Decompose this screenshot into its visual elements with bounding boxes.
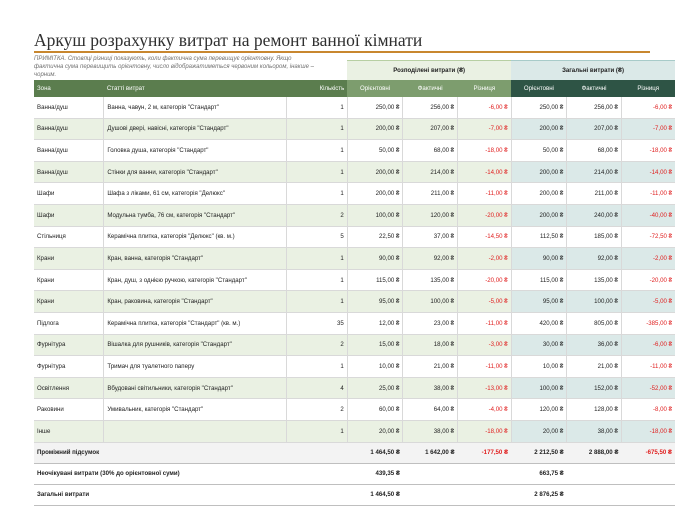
subtotal-total-diff[interactable]: -675,50 ₴: [621, 442, 675, 463]
total-diff-cell[interactable]: -6,00 ₴: [621, 334, 675, 356]
item-cell[interactable]: Тримач для туалетного паперу: [104, 356, 287, 378]
table-row: [34, 356, 675, 378]
qty-cell[interactable]: 2: [286, 204, 347, 226]
total-diff-cell[interactable]: -5,00 ₴: [621, 291, 675, 313]
table-row: [34, 118, 675, 140]
total-est-cell[interactable]: 115,00 ₴: [511, 269, 567, 291]
item-cell[interactable]: Головка душа, категорія "Стандарт": [104, 140, 287, 162]
page-title: Аркуш розрахунку витрат на ремонт ванної кімнати: [34, 30, 423, 50]
total-est-cell[interactable]: 100,00 ₴: [511, 377, 567, 399]
col-total-act[interactable]: Фактичні: [567, 80, 622, 97]
est-cell[interactable]: 115,00 ₴: [347, 269, 403, 291]
qty-cell[interactable]: 1: [286, 97, 347, 118]
subtotal-diff[interactable]: -177,50 ₴: [458, 442, 512, 463]
diff-cell[interactable]: -13,00 ₴: [458, 377, 512, 399]
est-cell[interactable]: 200,00 ₴: [347, 161, 403, 183]
zone-cell[interactable]: Раковини: [34, 399, 104, 421]
qty-cell[interactable]: 1: [286, 248, 347, 270]
zone-cell[interactable]: Інше: [34, 420, 104, 442]
qty-cell[interactable]: 1: [286, 161, 347, 183]
total-diff-cell[interactable]: -18,00 ₴: [621, 140, 675, 162]
column-header-row: [34, 80, 675, 97]
zone-cell[interactable]: Шафи: [34, 183, 104, 205]
col-item[interactable]: Статті витрат: [104, 80, 287, 97]
col-est[interactable]: Орієнтовні: [347, 80, 403, 97]
item-cell[interactable]: Кран, ванна, категорія "Стандарт": [104, 248, 287, 270]
zone-cell[interactable]: Ванна/душ: [34, 97, 104, 118]
total-diff-cell[interactable]: -40,00 ₴: [621, 204, 675, 226]
total-diff-cell[interactable]: -385,00 ₴: [621, 312, 675, 334]
diff-cell[interactable]: -7,00 ₴: [458, 118, 512, 140]
qty-cell[interactable]: 1: [286, 420, 347, 442]
zone-cell[interactable]: Фурнітура: [34, 334, 104, 356]
table-row: [34, 291, 675, 313]
qty-cell[interactable]: 5: [286, 226, 347, 248]
total-est-cell[interactable]: 20,00 ₴: [511, 420, 567, 442]
unforeseen-est[interactable]: 439,35 ₴: [347, 463, 403, 484]
total-est-cell[interactable]: 200,00 ₴: [511, 183, 567, 205]
total-label: Загальні витрати: [34, 484, 347, 505]
qty-cell[interactable]: 35: [286, 312, 347, 334]
item-cell[interactable]: Керамічна плитка, категорія "Стандарт" (кв. м.): [104, 312, 287, 334]
qty-cell[interactable]: 1: [286, 291, 347, 313]
qty-cell[interactable]: 2: [286, 399, 347, 421]
act-cell[interactable]: 23,00 ₴: [403, 312, 458, 334]
zone-cell[interactable]: Ванна/душ: [34, 118, 104, 140]
est-cell[interactable]: 100,00 ₴: [347, 204, 403, 226]
table-row: [34, 226, 675, 248]
table-row: [34, 140, 675, 162]
zone-cell[interactable]: Ванна/душ: [34, 161, 104, 183]
zone-cell[interactable]: Підлога: [34, 312, 104, 334]
zone-cell[interactable]: Освітлення: [34, 377, 104, 399]
table-row: [34, 161, 675, 183]
budget-table: [34, 60, 675, 506]
total-act-cell[interactable]: 214,00 ₴: [567, 161, 622, 183]
act-cell[interactable]: 92,00 ₴: [403, 248, 458, 270]
group-total: Загальні витрати (₴): [511, 61, 675, 81]
zone-cell[interactable]: Ванна/душ: [34, 140, 104, 162]
table-row: [34, 204, 675, 226]
unforeseen-row: [34, 463, 675, 484]
table-row: [34, 377, 675, 399]
item-cell[interactable]: Кран, душ, з однією ручкою, категорія "Стандарт": [104, 269, 287, 291]
total-diff-cell[interactable]: -2,00 ₴: [621, 248, 675, 270]
col-zone[interactable]: Зона: [34, 80, 104, 97]
est-cell[interactable]: 60,00 ₴: [347, 399, 403, 421]
total-diff-cell[interactable]: -7,00 ₴: [621, 118, 675, 140]
subtotal-est[interactable]: 1 464,50 ₴: [347, 442, 403, 463]
item-cell[interactable]: Вбудовані світильники, категорія "Стандарт": [104, 377, 287, 399]
zone-cell[interactable]: Стільниця: [34, 226, 104, 248]
total-est-cell[interactable]: 90,00 ₴: [511, 248, 567, 270]
diff-cell[interactable]: -14,50 ₴: [458, 226, 512, 248]
total-act-cell[interactable]: 211,00 ₴: [567, 183, 622, 205]
total-act-cell[interactable]: 21,00 ₴: [567, 356, 622, 378]
total-est-cell[interactable]: 200,00 ₴: [511, 161, 567, 183]
item-cell[interactable]: Умивальник, категорія "Стандарт": [104, 399, 287, 421]
act-cell[interactable]: 38,00 ₴: [403, 420, 458, 442]
est-cell[interactable]: 200,00 ₴: [347, 183, 403, 205]
item-cell[interactable]: Ванна, чавун, 2 м, категорія "Стандарт": [104, 97, 287, 118]
act-cell[interactable]: 18,00 ₴: [403, 334, 458, 356]
qty-cell[interactable]: 2: [286, 334, 347, 356]
total-act-cell[interactable]: 207,00 ₴: [567, 118, 622, 140]
qty-cell[interactable]: 1: [286, 356, 347, 378]
table-row: [34, 334, 675, 356]
table-row: [34, 248, 675, 270]
act-cell[interactable]: 207,00 ₴: [403, 118, 458, 140]
col-total-est[interactable]: Орієнтовні: [511, 80, 567, 97]
act-cell[interactable]: 256,00 ₴: [403, 97, 458, 118]
col-qty[interactable]: Кількість: [286, 80, 347, 97]
est-cell[interactable]: 20,00 ₴: [347, 420, 403, 442]
total-act-cell[interactable]: 256,00 ₴: [567, 97, 622, 118]
act-cell[interactable]: 214,00 ₴: [403, 161, 458, 183]
total-diff-cell[interactable]: -72,50 ₴: [621, 226, 675, 248]
diff-cell[interactable]: -11,00 ₴: [458, 356, 512, 378]
item-cell[interactable]: Кран, раковина, категорія "Стандарт": [104, 291, 287, 313]
col-act[interactable]: Фактичні: [403, 80, 458, 97]
zone-cell[interactable]: Крани: [34, 291, 104, 313]
qty-cell[interactable]: 1: [286, 183, 347, 205]
col-diff[interactable]: Різниця: [458, 80, 512, 97]
group-allocated: Розподілені витрати (₴): [347, 61, 511, 81]
est-cell[interactable]: 25,00 ₴: [347, 377, 403, 399]
act-cell[interactable]: 120,00 ₴: [403, 204, 458, 226]
total-diff-cell[interactable]: -20,00 ₴: [621, 269, 675, 291]
diff-cell[interactable]: -18,00 ₴: [458, 140, 512, 162]
total-act-cell[interactable]: 100,00 ₴: [567, 291, 622, 313]
total-act-cell[interactable]: 68,00 ₴: [567, 140, 622, 162]
est-cell[interactable]: 15,00 ₴: [347, 334, 403, 356]
act-cell[interactable]: 21,00 ₴: [403, 356, 458, 378]
total-est-cell[interactable]: 200,00 ₴: [511, 204, 567, 226]
zone-cell[interactable]: Шафи: [34, 204, 104, 226]
qty-cell[interactable]: 1: [286, 118, 347, 140]
total-est-cell[interactable]: 10,00 ₴: [511, 356, 567, 378]
diff-cell[interactable]: -11,00 ₴: [458, 312, 512, 334]
total-est-cell[interactable]: 420,00 ₴: [511, 312, 567, 334]
act-cell[interactable]: 38,00 ₴: [403, 377, 458, 399]
total-est-cell[interactable]: 50,00 ₴: [511, 140, 567, 162]
total-act-cell[interactable]: 92,00 ₴: [567, 248, 622, 270]
total-diff-cell[interactable]: -14,00 ₴: [621, 161, 675, 183]
zone-cell[interactable]: Крани: [34, 269, 104, 291]
total-est-cell[interactable]: 250,00 ₴: [511, 97, 567, 118]
total-diff-cell[interactable]: -11,00 ₴: [621, 356, 675, 378]
unforeseen-label: Неочікувані витрати (30% до орієнтовної суми): [34, 463, 347, 484]
item-cell[interactable]: Стінки для ванни, категорія "Стандарт": [104, 161, 287, 183]
total-act-cell[interactable]: 805,00 ₴: [567, 312, 622, 334]
item-cell[interactable]: Вішалка для рушників, категорія "Стандарт": [104, 334, 287, 356]
total-act-cell[interactable]: 152,00 ₴: [567, 377, 622, 399]
table-row: [34, 183, 675, 205]
act-cell[interactable]: 100,00 ₴: [403, 291, 458, 313]
total-act-cell[interactable]: 240,00 ₴: [567, 204, 622, 226]
diff-cell[interactable]: -18,00 ₴: [458, 420, 512, 442]
total-est-cell[interactable]: 30,00 ₴: [511, 334, 567, 356]
total-diff-cell[interactable]: -6,00 ₴: [621, 97, 675, 118]
subtotal-label: Проміжний підсумок: [34, 442, 347, 463]
diff-cell[interactable]: -14,00 ₴: [458, 161, 512, 183]
table-row: [34, 97, 675, 118]
est-cell[interactable]: 200,00 ₴: [347, 118, 403, 140]
diff-cell[interactable]: -20,00 ₴: [458, 204, 512, 226]
est-cell[interactable]: 250,00 ₴: [347, 97, 403, 118]
subtotal-total-act[interactable]: 2 888,00 ₴: [567, 442, 622, 463]
total-act-cell[interactable]: 128,00 ₴: [567, 399, 622, 421]
act-cell[interactable]: 211,00 ₴: [403, 183, 458, 205]
col-total-diff[interactable]: Різниця: [621, 80, 675, 97]
qty-cell[interactable]: 1: [286, 269, 347, 291]
total-row: [34, 484, 675, 505]
total-est-cell[interactable]: 200,00 ₴: [511, 118, 567, 140]
zone-cell[interactable]: Фурнітура: [34, 356, 104, 378]
qty-cell[interactable]: 4: [286, 377, 347, 399]
table-row: [34, 399, 675, 421]
total-est-cell[interactable]: 112,50 ₴: [511, 226, 567, 248]
item-cell[interactable]: Душові двері, навісні, категорія "Стандарт": [104, 118, 287, 140]
table-row: [34, 420, 675, 442]
table-row: [34, 269, 675, 291]
act-cell[interactable]: 37,00 ₴: [403, 226, 458, 248]
subtotal-row: [34, 442, 675, 463]
total-est-cell[interactable]: 95,00 ₴: [511, 291, 567, 313]
item-cell[interactable]: Шафа з ліками, 61 см, категорія "Делюкс": [104, 183, 287, 205]
subtotal-act[interactable]: 1 642,00 ₴: [403, 442, 458, 463]
item-cell[interactable]: Модульна тумба, 76 см, категорія "Стандарт": [104, 204, 287, 226]
est-cell[interactable]: 90,00 ₴: [347, 248, 403, 270]
total-act-cell[interactable]: 185,00 ₴: [567, 226, 622, 248]
diff-cell[interactable]: -3,00 ₴: [458, 334, 512, 356]
est-cell[interactable]: 95,00 ₴: [347, 291, 403, 313]
total-diff-cell[interactable]: -52,00 ₴: [621, 377, 675, 399]
total-diff-cell[interactable]: -11,00 ₴: [621, 183, 675, 205]
diff-cell[interactable]: -4,00 ₴: [458, 399, 512, 421]
est-cell[interactable]: 22,50 ₴: [347, 226, 403, 248]
title-divider: [34, 51, 650, 53]
est-cell[interactable]: 12,00 ₴: [347, 312, 403, 334]
item-cell[interactable]: [104, 420, 287, 442]
diff-cell[interactable]: -6,00 ₴: [458, 97, 512, 118]
est-cell[interactable]: 10,00 ₴: [347, 356, 403, 378]
diff-cell[interactable]: -20,00 ₴: [458, 269, 512, 291]
total-act-cell[interactable]: 36,00 ₴: [567, 334, 622, 356]
total-est-cell[interactable]: 120,00 ₴: [511, 399, 567, 421]
unforeseen-total-est[interactable]: 663,75 ₴: [511, 463, 567, 484]
note-text: ПРИМІТКА. Стовпці різниці показують, коли фактична сума перевищує орієнтовну. Якщо фактична сума перевищить орієнтовну, число відображатиметься червоним кольором, інакше – чорним.: [34, 56, 314, 79]
diff-cell[interactable]: -11,00 ₴: [458, 183, 512, 205]
qty-cell[interactable]: 1: [286, 140, 347, 162]
act-cell[interactable]: 135,00 ₴: [403, 269, 458, 291]
total-act-cell[interactable]: 38,00 ₴: [567, 420, 622, 442]
total-diff-cell[interactable]: -8,00 ₴: [621, 399, 675, 421]
act-cell[interactable]: 68,00 ₴: [403, 140, 458, 162]
act-cell[interactable]: 64,00 ₴: [403, 399, 458, 421]
diff-cell[interactable]: -5,00 ₴: [458, 291, 512, 313]
group-header-row: [34, 61, 675, 81]
total-act-cell[interactable]: 135,00 ₴: [567, 269, 622, 291]
table-row: [34, 312, 675, 334]
est-cell[interactable]: 50,00 ₴: [347, 140, 403, 162]
total-est[interactable]: 1 464,50 ₴: [347, 484, 403, 505]
diff-cell[interactable]: -2,00 ₴: [458, 248, 512, 270]
item-cell[interactable]: Керамічна плитка, категорія "Делюкс" (кв. м.): [104, 226, 287, 248]
zone-cell[interactable]: Крани: [34, 248, 104, 270]
subtotal-total-est[interactable]: 2 212,50 ₴: [511, 442, 567, 463]
total-diff-cell[interactable]: -18,00 ₴: [621, 420, 675, 442]
total-total-est[interactable]: 2 876,25 ₴: [511, 484, 567, 505]
